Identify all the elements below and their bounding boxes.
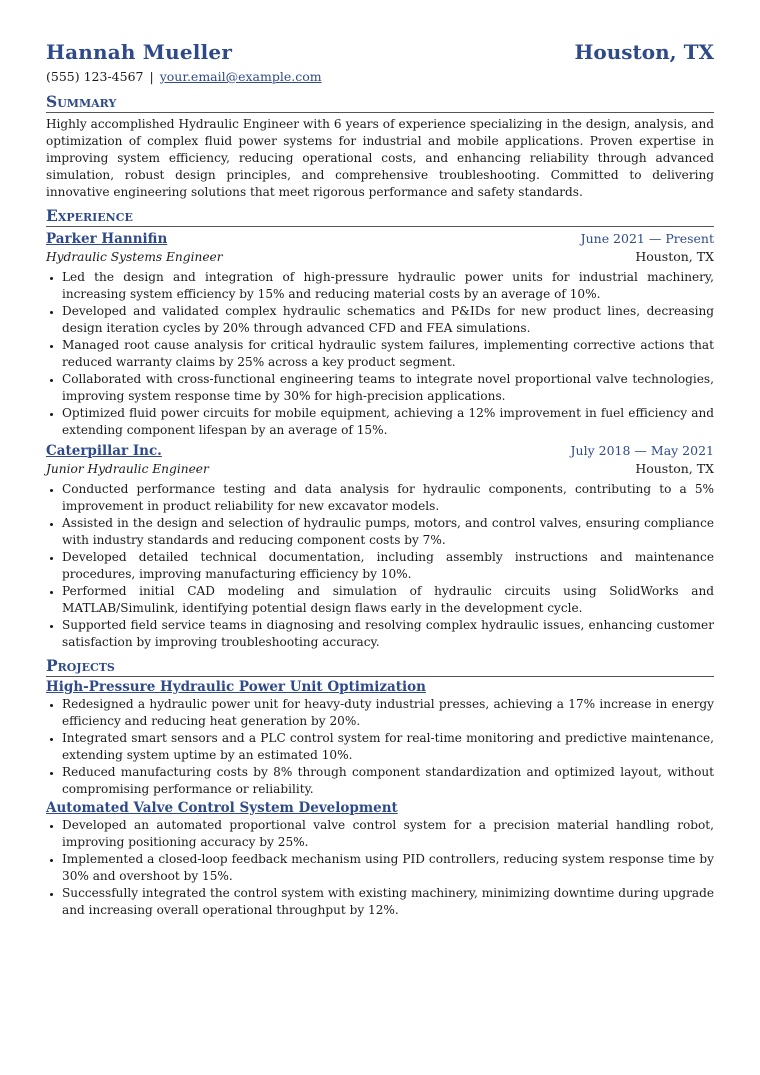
job-bullets — [46, 481, 714, 651]
email-link[interactable]: your.email@example.com — [159, 69, 322, 84]
job-location: Houston, TX — [635, 249, 714, 264]
bullet-item: • Redesigned a hydraulic power unit for heavy-duty industrial presses, achieving a 17% increase in energy efficiency and reducing heat generation by 20%. — [62, 696, 714, 730]
contact-separator: | — [149, 69, 154, 84]
bullet-item: • Assisted in the design and selection of hydraulic pumps, motors, and control valves, ensuring compliance with industry standards and reducing component costs by 7%. — [62, 515, 714, 549]
project-bullets — [46, 817, 714, 919]
bullet-item: • Successfully integrated the control system with existing machinery, minimizing downtime during upgrade and increasing overall operational throughput by 12%. — [62, 885, 714, 919]
phone-number: (555) 123-4567 — [46, 69, 144, 84]
bullet-item: • Supported field service teams in diagnosing and resolving complex hydraulic issues, enhancing customer satisfaction by improving troubleshooting accuracy. — [62, 617, 714, 651]
summary-text: Highly accomplished Hydraulic Engineer with 6 years of experience specializing in the design, analysis, and optimization of complex fluid power systems for industrial and mobile applications. Proven expertise in improving system efficiency, reducing operational costs, and enhancing reliability through advanced simulation, robust design principles, and comprehensive troubleshooting. Committed to delivering innovative engineering solutions that meet rigorous performance and safety standards. — [46, 117, 714, 199]
job-entry — [46, 442, 714, 651]
contact-line — [46, 69, 714, 87]
bullet-item: • Collaborated with cross-functional engineering teams to integrate novel proportional valve technologies, improving system response time by 30% for high-precision applications. — [62, 371, 714, 405]
bullet-item: • Managed root cause analysis for critical hydraulic system failures, implementing corrective actions that reduced warranty claims by 25% across a key product segment. — [62, 337, 714, 371]
candidate-location: Houston, TX — [574, 40, 714, 64]
bullet-item: • Integrated smart sensors and a PLC control system for real-time monitoring and predictive maintenance, extending system uptime by an estimated 10%. — [62, 730, 714, 764]
job-bullets — [46, 269, 714, 439]
project-entry — [46, 679, 714, 798]
projects-list — [46, 679, 714, 919]
projects-heading: Projects — [46, 656, 714, 677]
project-name[interactable]: High-Pressure Hydraulic Power Unit Optimization — [46, 679, 426, 695]
job-header-row — [46, 442, 714, 460]
bullet-item: • Implemented a closed-loop feedback mechanism using PID controllers, reducing system response time by 30% and overshoot by 15%. — [62, 851, 714, 885]
job-location: Houston, TX — [635, 461, 714, 476]
bullet-item: • Developed detailed technical documentation, including assembly instructions and maintenance procedures, improving manufacturing efficiency by 10%. — [62, 549, 714, 583]
bullet-item: • Developed an automated proportional valve control system for a precision material handling robot, improving positioning accuracy by 25%. — [62, 817, 714, 851]
project-entry — [46, 800, 714, 919]
bullet-item: • Developed and validated complex hydraulic schematics and P&IDs for new product lines, decreasing design iteration cycles by 20% through advanced CFD and FEA simulations. — [62, 303, 714, 337]
job-subheader-row — [46, 460, 714, 478]
job-dates: June 2021 — Present — [580, 231, 714, 246]
bullet-item: • Conducted performance testing and data analysis for hydraulic components, contributing to a 5% improvement in product reliability for new excavator models. — [62, 481, 714, 515]
job-entry — [46, 230, 714, 439]
bullet-item: • Led the design and integration of high-pressure hydraulic power units for industrial machinery, increasing system efficiency by 15% and reducing material costs by an average of 10%. — [62, 269, 714, 303]
summary-heading: Summary — [46, 92, 714, 113]
job-title: Hydraulic Systems Engineer — [46, 250, 223, 264]
job-header-row — [46, 230, 714, 248]
job-title: Junior Hydraulic Engineer — [46, 462, 209, 476]
company-name[interactable]: Caterpillar Inc. — [46, 443, 162, 459]
bullet-item: • Performed initial CAD modeling and simulation of hydraulic circuits using SolidWorks and MATLAB/Simulink, identifying potential design flaws early in the development cycle. — [62, 583, 714, 617]
job-dates: July 2018 — May 2021 — [570, 443, 714, 458]
experience-heading: Experience — [46, 206, 714, 227]
bullet-item: • Optimized fluid power circuits for mobile equipment, achieving a 12% improvement in fuel efficiency and extending component lifespan by an average of 15%. — [62, 405, 714, 439]
company-name[interactable]: Parker Hannifin — [46, 231, 168, 247]
header — [46, 40, 714, 67]
bullet-item: • Reduced manufacturing costs by 8% through component standardization and optimized layout, without compromising performance or reliability. — [62, 764, 714, 798]
job-subheader-row — [46, 248, 714, 266]
resume-page — [46, 40, 714, 919]
experience-list — [46, 230, 714, 651]
project-bullets — [46, 696, 714, 798]
candidate-name: Hannah Mueller — [46, 40, 233, 64]
project-name[interactable]: Automated Valve Control System Development — [46, 800, 398, 816]
